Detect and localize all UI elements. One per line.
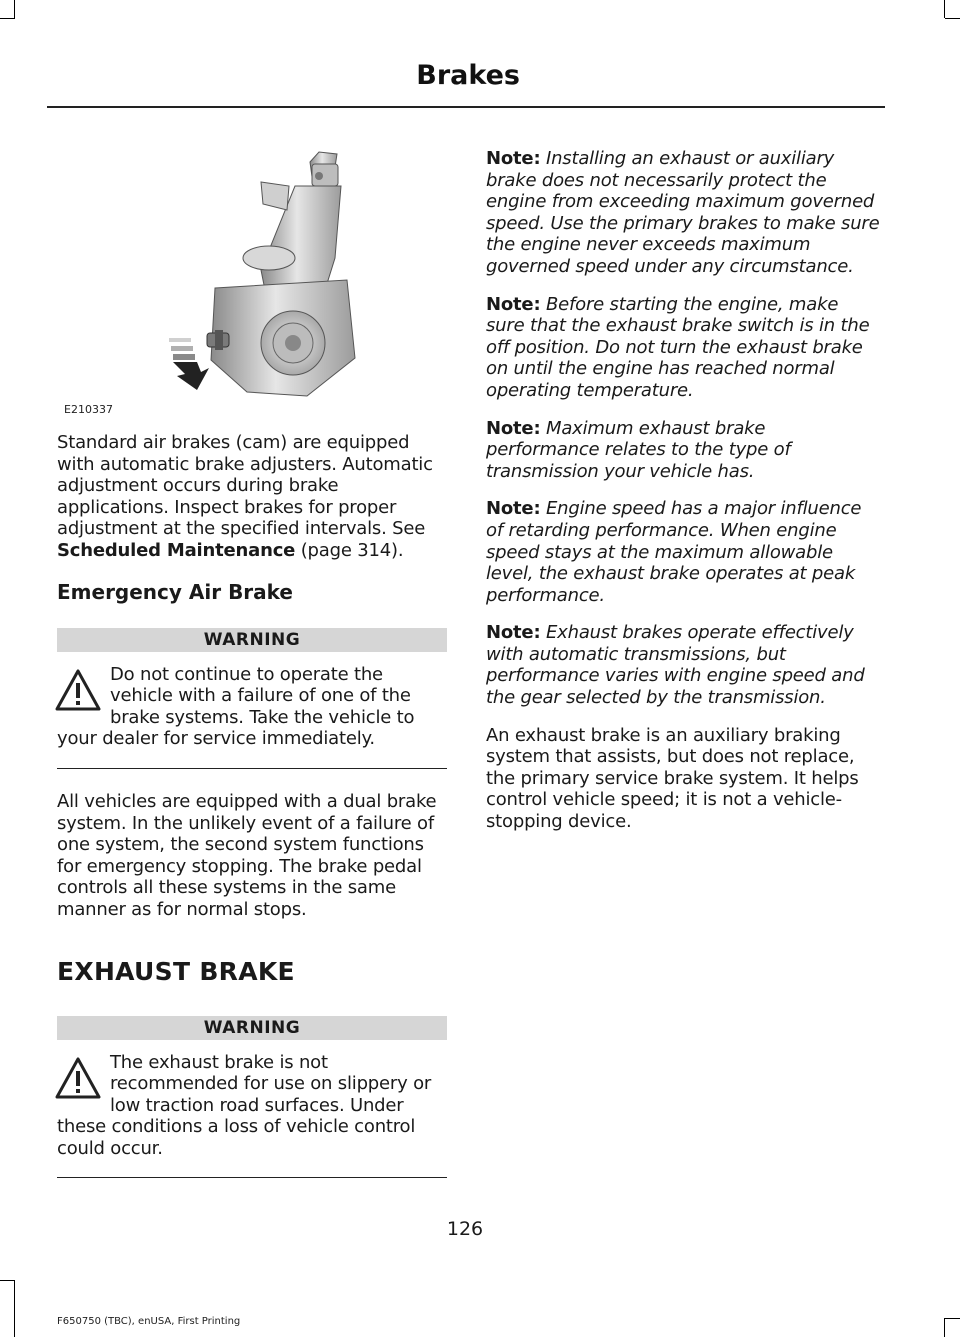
warning-triangle-icon: [55, 1056, 101, 1100]
note-text: Maximum exhaust brake performance relates to the type of transmission your vehicle has.: [486, 417, 791, 482]
emergency-air-brake-heading: Emergency Air Brake: [57, 579, 293, 604]
intro-paragraph: [57, 432, 447, 562]
note-paragraph: [486, 498, 880, 606]
note-text: Exhaust brakes operate effectively with automatic transmissions, but performance varies with engine speed and the gear selected by the transmission.: [486, 622, 865, 709]
crop-mark: [945, 1318, 960, 1319]
warning-text: Do not continue to operate the vehicle with a failure of one of the brake systems. Take the vehicle to your dealer for service immediately.: [57, 663, 415, 750]
page-title: Brakes: [416, 60, 520, 91]
note-text: Installing an exhaust or auxiliary brake does not necessarily protect the engine from exceeding maximum governed speed. Use the primary brakes to make sure the engine never exceeds maximum governed speed under any circumstance.: [486, 148, 880, 277]
note-text: Engine speed has a major influence of retarding performance. When engine speed stays at the maximum allowable level, the exhaust brake operates at peak performance.: [486, 498, 862, 606]
slack-adjuster-illustration: [57, 140, 447, 402]
crop-mark: [0, 18, 15, 19]
warning-triangle-icon: [55, 668, 101, 712]
page-number: 126: [446, 1218, 484, 1240]
crop-mark: [0, 1280, 15, 1281]
crop-mark: [14, 0, 15, 18]
exhaust-brake-summary: An exhaust brake is an auxiliary braking system that assists, but does not replace, the primary service brake system. It helps control vehicle speed; it is not a vehicle-stopping device.: [486, 724, 859, 833]
note-label: Note:: [486, 417, 541, 439]
warning-label: WARNING: [57, 628, 447, 652]
dual-system-paragraph: All vehicles are equipped with a dual brake system. In the unlikely event of a failure of one system, the second system functions for emergency stopping. The brake pedal controls all these systems in the same manner as for normal stops.: [57, 790, 437, 920]
intro-text: Standard air brakes (cam) are equipped with automatic brake adjusters. Automatic adjustment occurs during brake applications. Inspect brakes for proper adjustment at the specified intervals. See: [57, 432, 433, 540]
note-label: Note:: [486, 148, 541, 169]
note-label: Note:: [486, 293, 541, 315]
slack-adjuster-figure: [57, 140, 447, 422]
footer-edition: F650750 (TBC), enUSA, First Printing: [57, 1316, 241, 1327]
crop-mark: [944, 0, 945, 18]
note-text: Before starting the engine, make sure that the exhaust brake switch is in the off position. Do not turn the exhaust brake on until the engine has reached normal operating temperature.: [486, 293, 870, 401]
right-column: [486, 148, 880, 833]
crop-mark: [14, 1280, 15, 1337]
header-divider: [47, 106, 885, 108]
page-reference: (page 314).: [300, 539, 404, 561]
note-paragraph: [486, 622, 880, 708]
warning-divider: [57, 1177, 447, 1178]
note-paragraph: [486, 294, 880, 402]
crop-mark: [945, 18, 960, 19]
figure-id: E210337: [64, 403, 113, 416]
scheduled-maintenance-link[interactable]: Scheduled Maintenance: [57, 539, 296, 561]
warning-divider: [57, 768, 447, 769]
exhaust-brake-heading: EXHAUST BRAKE: [57, 956, 295, 986]
warning-box: [57, 1052, 447, 1179]
warning-box: [57, 664, 447, 769]
warning-text: The exhaust brake is not recommended for use on slippery or low traction road surfaces. Under these conditions a loss of vehicle control could occur.: [57, 1051, 432, 1159]
note-label: Note:: [486, 622, 541, 644]
crop-mark: [944, 1318, 945, 1337]
note-label: Note:: [486, 498, 541, 520]
left-column: [57, 140, 447, 1178]
note-paragraph: [486, 418, 880, 483]
note-paragraph: [486, 148, 880, 278]
warning-label: WARNING: [57, 1016, 447, 1040]
rotation-arrow-icon: [169, 338, 209, 390]
